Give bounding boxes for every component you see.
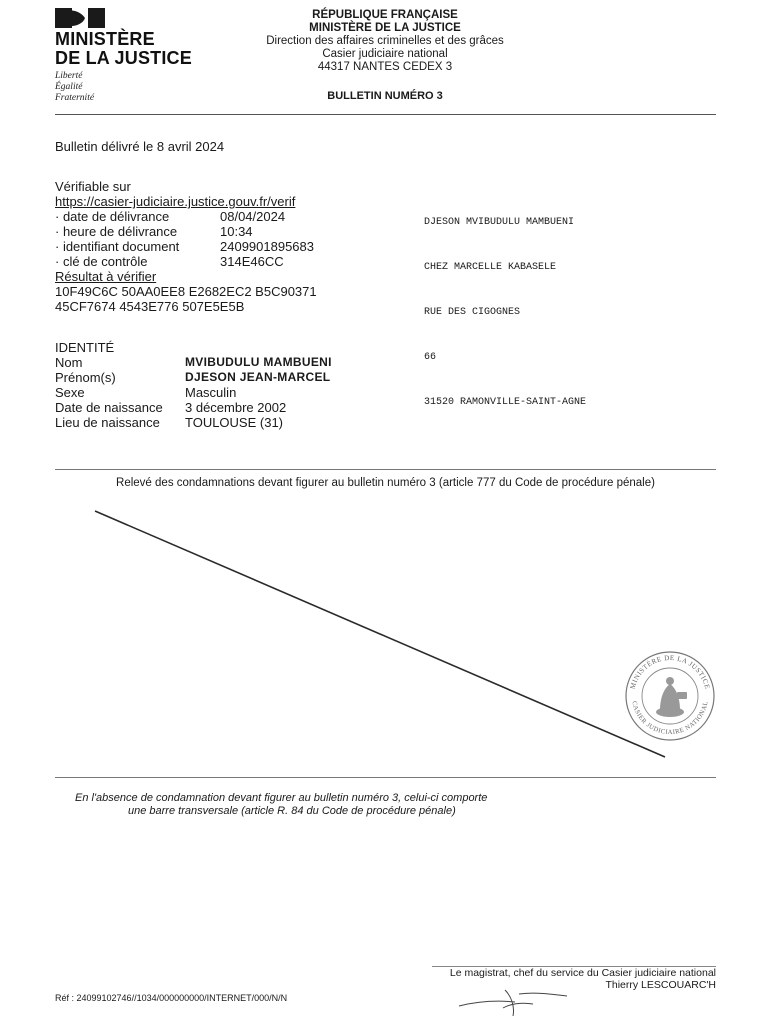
verif-row-control-key: · clé de contrôle 314E46CC <box>55 254 284 269</box>
address-line: CHEZ MARCELLE KABASELE <box>424 262 557 273</box>
official-seal-icon <box>622 650 718 742</box>
document-reference: Réf : 24099102746//1034/000000000/INTERNET/000/N/N <box>55 993 288 1003</box>
identity-row-birthplace: Lieu de naissance TOULOUSE (31) <box>55 415 284 430</box>
result-hash-line2: 45CF7674 4543E776 507E5E5B <box>55 299 245 314</box>
address-line: 31520 RAMONVILLE-SAINT-AGNE <box>424 397 587 408</box>
identity-row-sexe: Sexe Masculin <box>55 385 237 400</box>
seal-top-text: MINISTÈRE DE LA JUSTICE <box>628 653 712 690</box>
republique-label: RÉPUBLIQUE FRANÇAISE <box>312 9 458 21</box>
address-line: 66 <box>424 352 437 363</box>
address-line: RUE DES CIGOGNES <box>424 307 521 318</box>
seal-figure-icon <box>656 677 687 717</box>
bulletin-number-title: BULLETIN NUMÉRO 3 <box>327 90 443 102</box>
republic-motto: Liberté Égalité Fraternité <box>55 71 95 103</box>
cross-out-line <box>95 511 665 757</box>
releve-heading: Relevé des condamnations devant figurer au bulletin numéro 3 (article 777 du Code de procédure pénale) <box>116 477 655 489</box>
verification-link[interactable]: https://casier-judiciaire.justice.gouv.fr/verif <box>55 194 296 209</box>
result-label: Résultat à vérifier <box>55 269 157 284</box>
releve-bottom-divider <box>55 777 716 778</box>
magistrate-title: Le magistrat, chef du service du Casier judiciaire national <box>449 967 716 979</box>
ministry-title-line1: MINISTÈRE <box>55 29 155 49</box>
address-line: DJESON MVIBUDULU MAMBUENI <box>424 217 575 228</box>
absence-note <box>75 792 487 818</box>
address-label: 44317 NANTES CEDEX 3 <box>317 61 453 73</box>
issued-date: Bulletin délivré le 8 avril 2024 <box>55 139 225 154</box>
verif-row-date: · date de délivrance 08/04/2024 <box>55 209 286 224</box>
identity-row-birthdate: Date de naissance 3 décembre 2002 <box>55 400 287 415</box>
ministere-label: MINISTÈRE DE LA JUSTICE <box>309 22 461 34</box>
ministry-title-line2: DE LA JUSTICE <box>55 48 192 68</box>
service-label: Casier judiciaire national <box>322 48 448 60</box>
note-line2: une barre transversale (article R. 84 du Code de procédure pénale) <box>128 805 456 817</box>
result-hash-line1: 10F49C6C 50AA0EE8 E2682EC2 B5C90371 <box>55 284 317 299</box>
identity-row-prenoms: Prénom(s) DJESON JEAN-MARCEL <box>55 370 331 385</box>
signature-icon <box>455 982 575 1022</box>
identity-heading: IDENTITÉ <box>55 340 115 355</box>
verifiable-label: Vérifiable sur <box>55 179 131 194</box>
seal-bottom-text: CASIER JUDICIAIRE NATIONAL <box>630 700 710 737</box>
direction-label: Direction des affaires criminelles et des grâces <box>266 35 504 47</box>
note-line1: En l'absence de condamnation devant figurer au bulletin numéro 3, celui-ci comporte <box>75 792 488 804</box>
magistrate-name: Thierry LESCOUARC'H <box>605 979 716 991</box>
identity-row-nom: Nom MVIBUDULU MAMBUENI <box>55 355 332 370</box>
verif-row-time: · heure de délivrance 10:34 <box>55 224 253 239</box>
verif-row-doc-id: · identifiant document 2409901895683 <box>55 239 314 254</box>
